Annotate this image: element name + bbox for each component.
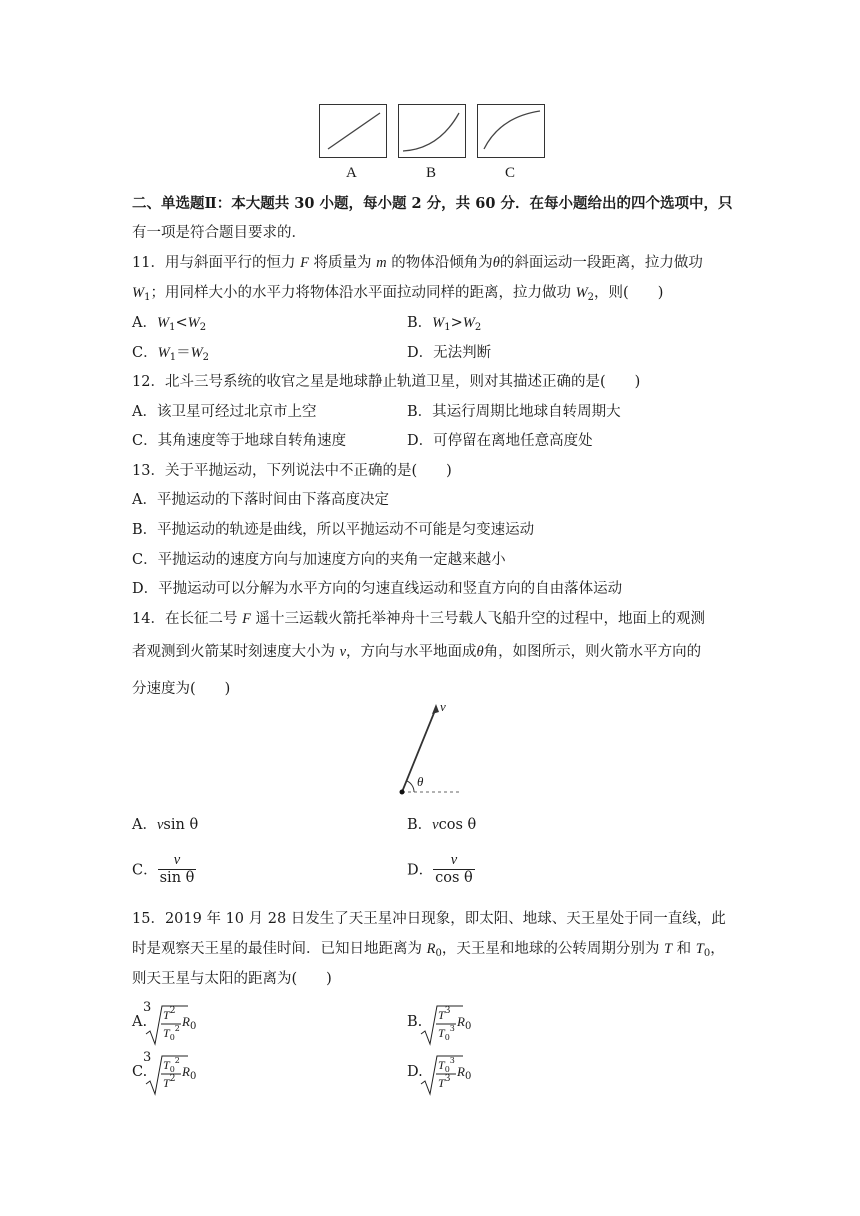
q15-stem-line1: 15．2019 年 10 月 28 日发生了天王星冲日现象，即太阳、地球、天王星处于同一直线，此 [132, 911, 726, 927]
root-index: 3 [143, 1050, 152, 1065]
graph-c-curve [478, 105, 544, 157]
q11-stem-line1: 11．用与斜面平行的恒力 F 将质量为 m 的物体沿倾角为θ的斜面运动一段距离，拉力做功 [132, 255, 703, 271]
q14-option-c[interactable]: C． $\frac{v}{\text{sin θ}}$ [132, 852, 195, 886]
fig-label-v: v [440, 699, 446, 714]
q15-option-a[interactable]: A. 3 $T^2$ $T_0^2$ $R_0$ [132, 1000, 332, 1046]
origin-dot [400, 790, 405, 795]
q12-option-b[interactable]: B．其运行周期比地球自转周期大 [407, 404, 621, 420]
q13-option-a[interactable]: A．平抛运动的下落时间由下落高度决定 [132, 492, 389, 508]
graph-label-b: B [426, 165, 437, 181]
q11-option-d[interactable]: D．无法判断 [407, 345, 492, 361]
q15-option-c[interactable]: C. 3 $T_0^2$ $T^2$ $R_0$ [132, 1050, 332, 1096]
q11-option-a[interactable]: A．$W_1<W_2$ [132, 315, 207, 333]
q12-stem: 12．北斗三号系统的收官之星是地球静止轨道卫星，则对其描述正确的是( ) [132, 374, 641, 390]
q13-stem: 13．关于平抛运动，下列说法中不正确的是( ) [132, 463, 452, 479]
q11-option-c[interactable]: C．$W_1=W_2$ [132, 345, 210, 363]
q13-option-d[interactable]: D．平抛运动可以分解为水平方向的匀速直线运动和竖直方向的自由落体运动 [132, 581, 623, 597]
graph-label-c: C [505, 165, 516, 181]
graph-a-line [320, 105, 386, 157]
q11-stem-line2: $W_1$；用同样大小的水平力将物体沿水平面拉动同样的距离，拉力做功 $W_2$，则( ) [132, 285, 664, 303]
q12-option-d[interactable]: D．可停留在离地任意高度处 [407, 433, 593, 449]
angle-arc [407, 781, 414, 792]
q14-stem-line2: 者观测到火箭某时刻速度大小为 v，方向与水平地面成θ角，如图所示，则火箭水平方向的 [132, 644, 702, 660]
q14-option-d[interactable]: D． $\frac{v}{\text{cos θ}}$ [407, 852, 473, 886]
q12-option-c[interactable]: C．其角速度等于地球自转角速度 [132, 433, 347, 449]
q14-stem-line1: 14．在长征二号 F 遥十三运载火箭托举神舟十三号载人飞船升空的过程中，地面上的观测 [132, 611, 706, 627]
fig-label-theta: θ [417, 774, 424, 789]
section-title-cont: 有一项是符合题目要求的． [132, 225, 306, 241]
q12-option-a[interactable]: A．该卫星可经过北京市上空 [132, 404, 317, 420]
graph-label-a: A [346, 165, 357, 181]
q14-option-b[interactable]: B．vcos θ [407, 817, 477, 833]
graph-b-curve [399, 105, 465, 157]
velocity-diagram [390, 700, 470, 800]
q15-stem-line3: 则天王星与太阳的距离为( ) [132, 971, 332, 987]
q13-option-b[interactable]: B．平抛运动的轨迹是曲线，所以平抛运动不可能是匀变速运动 [132, 522, 535, 538]
graph-c [477, 104, 545, 158]
root-index: 3 [143, 1000, 152, 1015]
q15-option-d[interactable]: D. $T_0^3$ $T^3$ $R_0$ [407, 1050, 607, 1096]
q13-option-c[interactable]: C．平抛运动的速度方向与加速度方向的夹角一定越来越小 [132, 552, 506, 568]
graph-b [398, 104, 466, 158]
q15-stem-line2: 时是观察天王星的最佳时间．已知日地距离为 $R_0$，天王星和地球的公转周期分别为 T 和 $T_0$， [132, 941, 725, 959]
velocity-arrowhead [432, 704, 439, 714]
section-title: 二、单选题Ⅱ：本大题共 30 小题，每小题 2 分，共 60 分．在每小题给出的四个选项中，只 [132, 195, 733, 212]
q15-option-b[interactable]: B. $T^3$ $T_0^3$ $R_0$ [407, 1000, 607, 1046]
q14-stem-line3: 分速度为( ) [132, 681, 231, 697]
graph-a [319, 104, 387, 158]
q14-option-a[interactable]: A．vsin θ [132, 817, 199, 833]
q11-option-b[interactable]: B．$W_1>W_2$ [407, 315, 482, 333]
